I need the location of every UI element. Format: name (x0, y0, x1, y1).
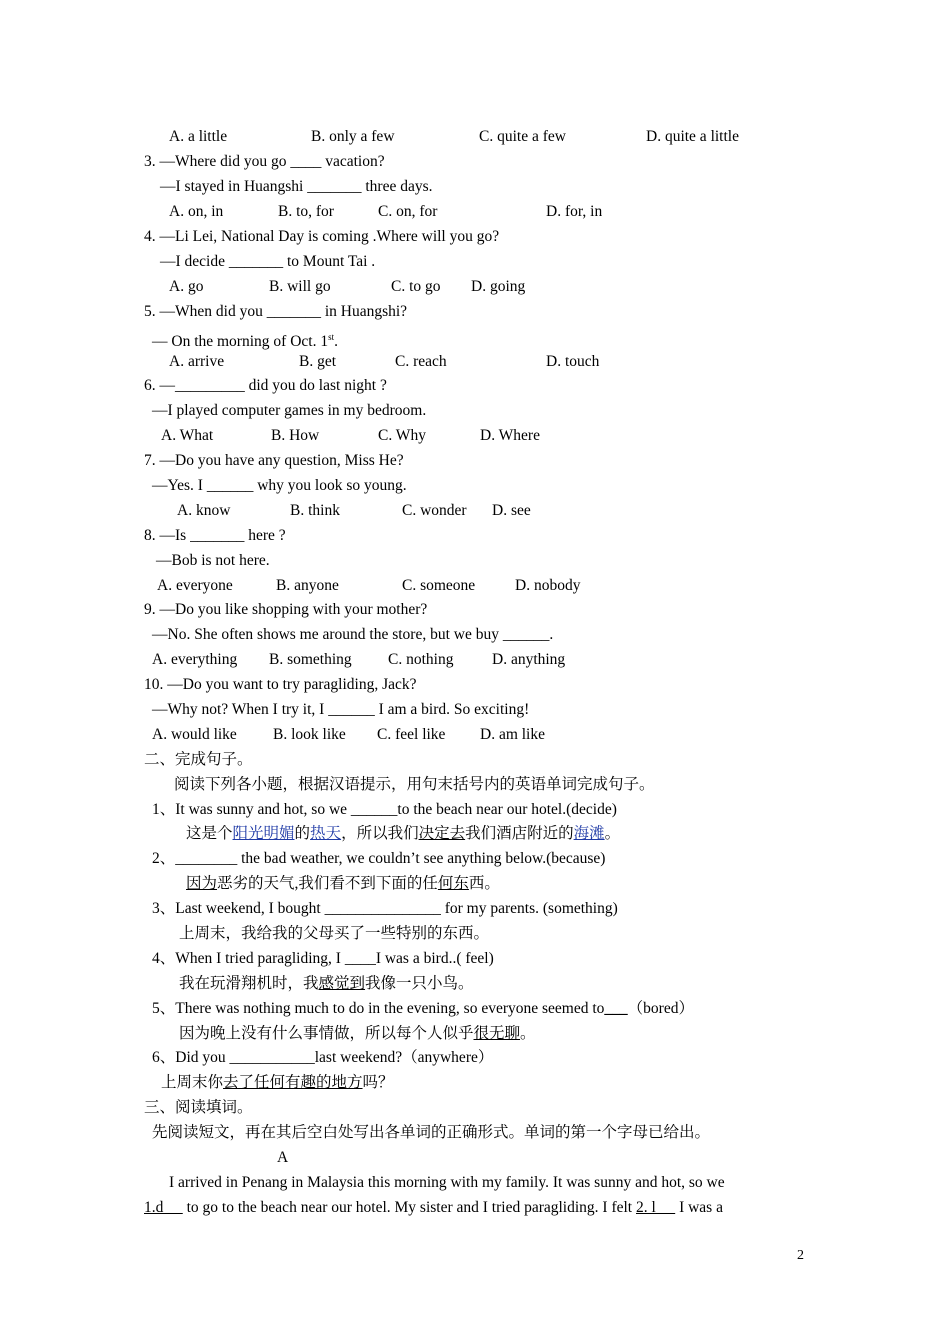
q6-question: 6. —_________ did you do last night ? (144, 377, 387, 394)
q9-option-b: B. something (269, 651, 352, 668)
q9-question: 9. —Do you like shopping with your mother? (144, 601, 428, 618)
q3-option-d: D. for, in (546, 203, 603, 220)
q10-option-c: C. feel like (377, 726, 446, 743)
q9-option-c: C. nothing (388, 651, 454, 668)
part3-heading: 三、阅读填词。 (144, 1099, 253, 1116)
q6-option-b: B. How (271, 427, 320, 444)
q3-option-c: C. on, for (378, 203, 438, 220)
q4-option-b: B. will go (269, 278, 331, 295)
passage-label: A (277, 1149, 289, 1166)
q7-answer: —Yes. I ______ why you look so young. (152, 477, 407, 494)
s3-chinese: 上周末，我给我的父母买了一些特别的东西。 (179, 925, 490, 942)
q2-option-d: D. quite a little (646, 128, 739, 145)
passage-line-2: 1.d to go to the beach near our hotel. My sister and I tried paragliding. I felt 2. l I was a (144, 1199, 723, 1216)
part2-heading: 二、完成句子。 (144, 751, 253, 768)
s1-chinese: 这是个阳光明媚的热天，所以我们决定去我们酒店附近的海滩。 (186, 825, 621, 842)
q5-option-a: A. arrive (169, 353, 225, 370)
s6-chinese: 上周末你去了任何有趣的地方吗？ (161, 1074, 394, 1091)
s1-english: 1、It was sunny and hot, so we ______to the beach near our hotel.(decide) (152, 801, 617, 818)
s2-english: 2、________ the bad weather, we couldn’t see anything below.(because) (152, 850, 606, 867)
q7-option-b: B. think (290, 502, 340, 519)
part2-instruction: 阅读下列各小题，根据汉语提示，用句末括号内的英语单词完成句子。 (174, 776, 655, 793)
q5-option-c: C. reach (395, 353, 447, 370)
q7-option-c: C. wonder (402, 502, 467, 519)
q3-option-b: B. to, for (278, 203, 334, 220)
blank-2[interactable]: 2. l (636, 1199, 676, 1216)
q4-answer: —I decide _______ to Mount Tai . (160, 253, 376, 270)
q8-option-c: C. someone (402, 577, 476, 594)
q2-option-b: B. only a few (311, 128, 395, 145)
q7-option-d: D. see (492, 502, 531, 519)
q5-answer: — On the morning of Oct. 1st. (152, 332, 338, 351)
q6-option-c: C. Why (378, 427, 426, 444)
q8-question: 8. —Is _______ here ? (144, 527, 286, 544)
s3-english: 3、Last weekend, I bought _______________ for my parents. (something) (152, 900, 618, 917)
q4-question: 4. —Li Lei, National Day is coming .Where will you go? (144, 228, 500, 245)
q6-option-d: D. Where (480, 427, 540, 444)
s5-english: 5、There was nothing much to do in the evening, so everyone seemed to___（bored） (152, 1000, 694, 1017)
q8-option-b: B. anyone (276, 577, 339, 594)
s2-chinese: 因为恶劣的天气,我们看不到下面的任何东西。 (186, 875, 500, 892)
q10-question: 10. —Do you want to try paragliding, Jack? (144, 676, 417, 693)
q3-option-a: A. on, in (169, 203, 224, 220)
q7-option-a: A. know (177, 502, 231, 519)
q4-option-a: A. go (169, 278, 204, 295)
q10-option-d: D. am like (480, 726, 545, 743)
q9-option-d: D. anything (492, 651, 566, 668)
q3-question: 3. —Where did you go ____ vacation? (144, 153, 385, 170)
s4-english: 4、When I tried paragliding, I ____I was a bird..( feel) (152, 950, 494, 967)
passage-line-1: I arrived in Penang in Malaysia this morning with my family. It was sunny and hot, so we (169, 1174, 725, 1191)
s6-english: 6、Did you ___________last weekend?（anywhere） (152, 1049, 494, 1066)
page-number: 2 (797, 1248, 804, 1263)
q7-question: 7. —Do you have any question, Miss He? (144, 452, 404, 469)
q10-answer: —Why not? When I try it, I ______ I am a bird. So exciting! (152, 701, 530, 718)
blank-1[interactable]: 1.d (144, 1199, 183, 1216)
q5-question: 5. —When did you _______ in Huangshi? (144, 303, 408, 320)
q3-answer: —I stayed in Huangshi _______ three days. (160, 178, 433, 195)
s4-chinese: 我在玩滑翔机时，我感觉到我像一只小鸟。 (179, 975, 474, 992)
q9-option-a: A. everything (152, 651, 238, 668)
q8-answer: —Bob is not here. (156, 552, 270, 569)
q6-answer: —I played computer games in my bedroom. (152, 402, 427, 419)
q10-option-a: A. would like (152, 726, 237, 743)
q6-option-a: A. What (161, 427, 214, 444)
q4-option-d: D. going (471, 278, 526, 295)
q8-option-d: D. nobody (515, 577, 581, 594)
q2-option-c: C. quite a few (479, 128, 566, 145)
q9-answer: —No. She often shows me around the store, but we buy ______. (152, 626, 554, 643)
q8-option-a: A. everyone (157, 577, 233, 594)
q2-option-a: A. a little (169, 128, 228, 145)
q10-option-b: B. look like (273, 726, 346, 743)
q5-option-d: D. touch (546, 353, 600, 370)
q5-option-b: B. get (299, 353, 337, 370)
s5-chinese: 因为晚上没有什么事情做，所以每个人似乎很无聊。 (179, 1025, 536, 1042)
part3-instruction: 先阅读短文，再在其后空白处写出各单词的正确形式。单词的第一个字母已给出。 (152, 1124, 711, 1141)
q4-option-c: C. to go (391, 278, 441, 295)
